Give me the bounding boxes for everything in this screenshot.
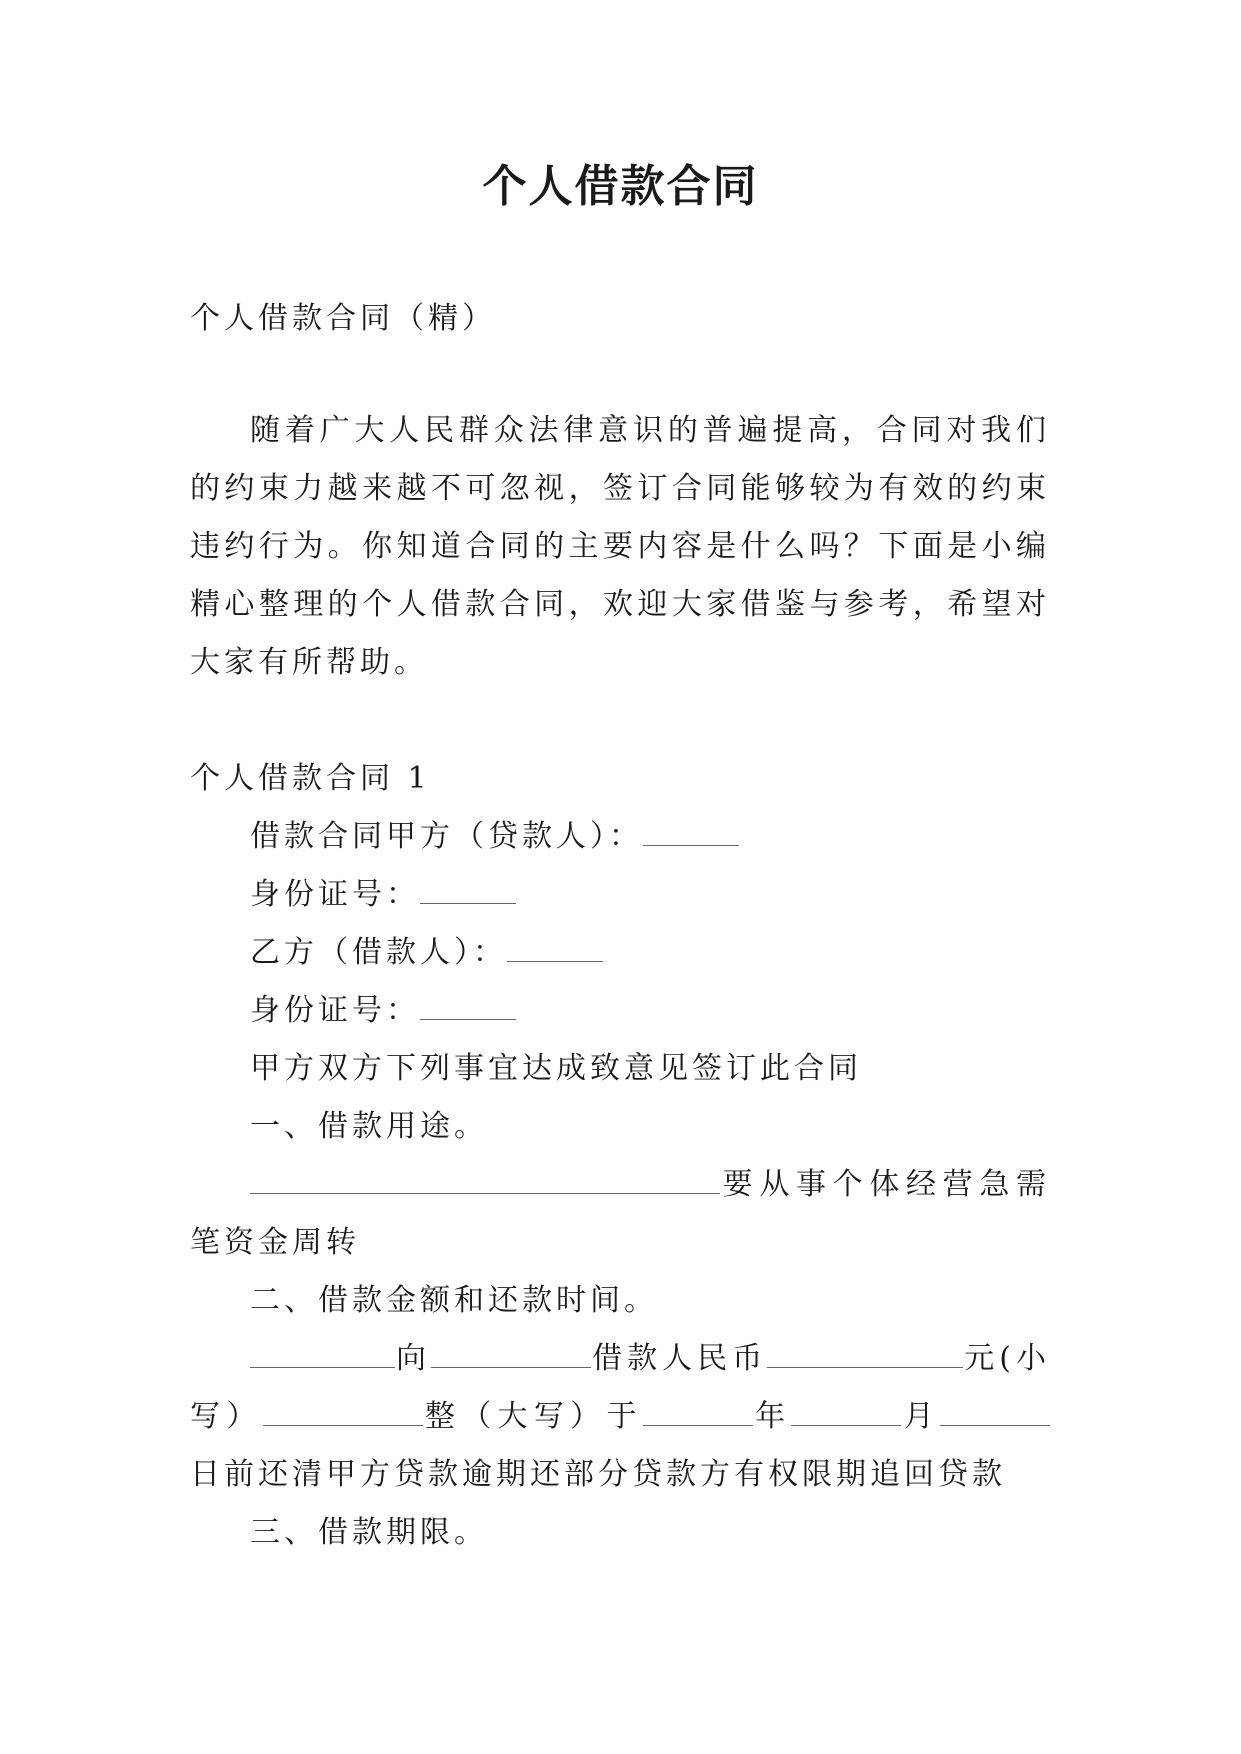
section-3-title: 三、借款期限。 — [250, 1515, 488, 1550]
section-2-month: 月 — [901, 1399, 941, 1434]
section-1-text-paragraph — [190, 1156, 1050, 1272]
id-number-a-blank[interactable] — [420, 873, 516, 904]
section-2-yuan-small: 元(小写） — [190, 1341, 1050, 1434]
id-number-a-line — [190, 866, 1050, 924]
document-title: 个人借款合同 — [482, 161, 759, 212]
id-number-a-label: 身份证号： — [250, 877, 420, 912]
section-2-title: 二、借款金额和还款时间。 — [250, 1283, 658, 1318]
party-a-label: 借款合同甲方（贷款人）： — [250, 819, 643, 854]
section-1-title: 一、借款用途。 — [250, 1109, 488, 1144]
amount-big-blank[interactable] — [263, 1395, 423, 1426]
year-blank[interactable] — [643, 1395, 753, 1426]
section-2-whole-big: 整（大写）于 — [422, 1399, 643, 1434]
section-1-text: 要从事个体经营急需笔资金周转 — [190, 1167, 1050, 1260]
borrower-blank[interactable] — [431, 1337, 591, 1368]
id-number-b-blank[interactable] — [420, 989, 516, 1020]
party-a-line — [190, 808, 1050, 866]
section-2-to: 向 — [395, 1341, 432, 1376]
lender-blank[interactable] — [250, 1337, 395, 1368]
section-2-text-paragraph — [190, 1330, 1050, 1504]
document-subtitle: 个人借款合同（精） — [190, 301, 496, 336]
id-number-b-label: 身份证号： — [250, 993, 420, 1028]
party-b-label: 乙方（借款人）： — [250, 935, 507, 970]
day-blank[interactable] — [940, 1395, 1050, 1426]
party-a-blank[interactable] — [643, 815, 739, 846]
amount-small-blank[interactable] — [767, 1337, 963, 1368]
section-2-borrow-rmb: 借款人民币 — [591, 1341, 768, 1376]
section-2-year: 年 — [752, 1399, 792, 1434]
document-body — [190, 290, 1050, 1562]
party-b-blank[interactable] — [507, 931, 603, 962]
id-number-b-line — [190, 982, 1050, 1040]
intro-paragraph: 随着广大人民群众法律意识的普遍提高，合同对我们的约束力越来越不可忽视，签订合同能够较为有效的约束违约行为。你知道合同的主要内容是什么吗？下面是小编精心整理的个人借款合同，欢迎大家借鉴与参考，希望对大家有所帮助。 — [190, 413, 1050, 680]
contract-1-heading: 个人借款合同 1 — [190, 761, 431, 796]
month-blank[interactable] — [791, 1395, 901, 1426]
agreement-statement: 甲方双方下列事宜达成致意见签订此合同 — [250, 1051, 862, 1086]
loan-purpose-blank[interactable] — [250, 1163, 720, 1194]
party-b-line — [190, 924, 1050, 982]
section-2-tail: 日前还清甲方贷款逾期还部分贷款方有权限期追回贷款 — [190, 1457, 1006, 1492]
